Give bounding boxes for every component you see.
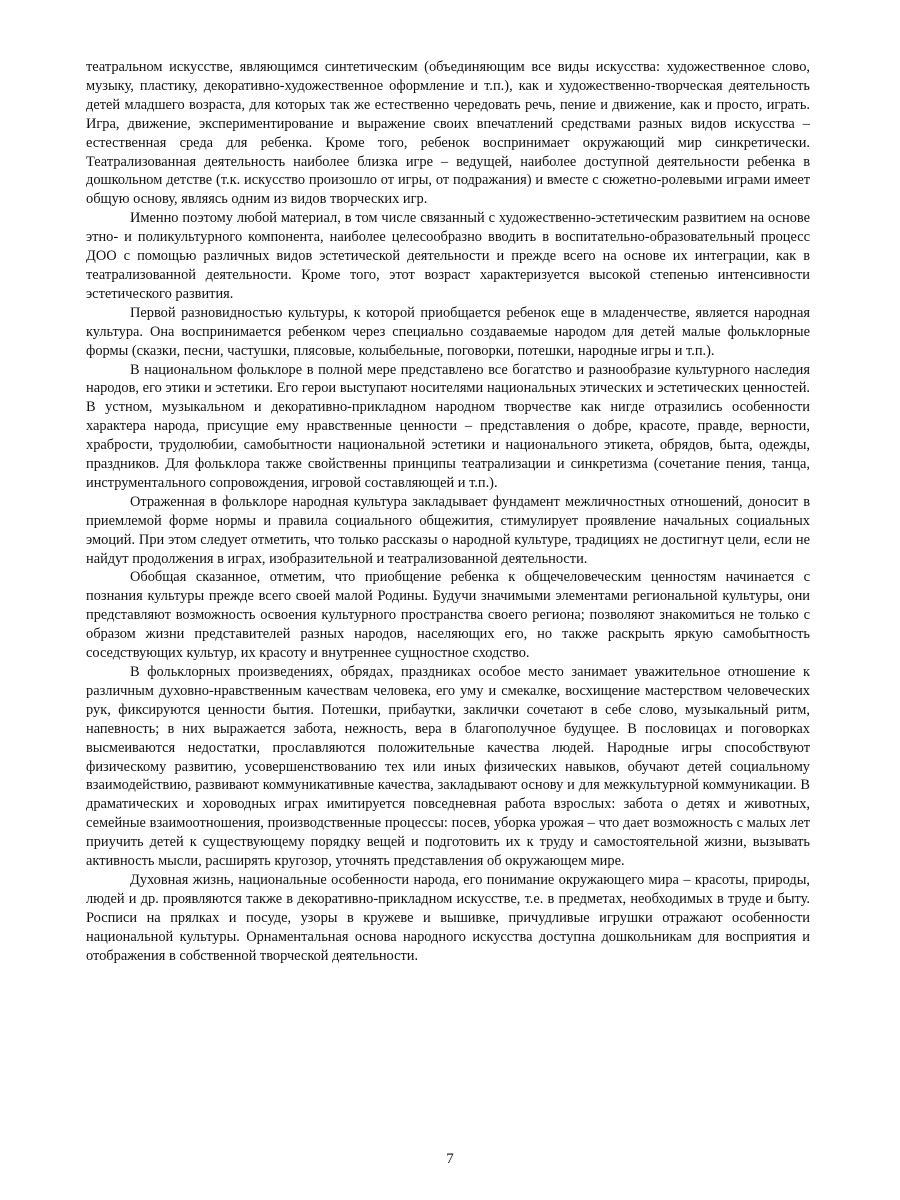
paragraph: В фольклорных произведениях, обрядах, праздниках особое место занимает уважительное отношение к различным духовно-нравственным качествам человека, его уму и смекалке, восхищение мастерством человеческих рук, фиксируются ценности бытия. Потешки, прибаутки, заклички сочетают в себе слово, музыкальный ритм, напевность; в них выражается забота, нежность, вера в благополучное будущее. В пословицах и поговорках высмеиваются недостатки, прославляются положительные качества людей. Народные игры способствуют физическому развитию, усовершенствованию тех или иных физических навыков, обучают детей социальному взаимодействию, развивают коммуникативные качества, закладывают основу и для межкультурной коммуникации. В драматических и хороводных играх имитируется повседневная работа взрослых: забота о детях и животных, семейные взаимоотношения, производственные процессы: посев, уборка урожая – что дает возможность с малых лет приучить детей к существующему порядку вещей и подготовить их к труду и самостоятельной жизни, вызывать активность мысли, расширять кругозор, уточнять представления об окружающем мире. [86,664,810,870]
paragraph: Отраженная в фольклоре народная культура закладывает фундамент межличностных отношений, доносит в приемлемой форме нормы и правила социального общежития, стимулирует проявление начальных социальных эмоций. При этом следует отметить, что только рассказы о народной культуре, традициях не достигнут цели, если не найдут продолжения в играх, изобразительной и театрализованной деятельности. [86,493,810,567]
paragraph: Духовная жизнь, национальные особенности народа, его понимание окружающего мира – красоты, природы, людей и др. проявляются также в декоративно-прикладном искусстве, т.е. в предметах, необходимых в труде и быту. Росписи на прялках и посуде, узоры в кружеве и вышивке, причудливые игрушки отражают особенности национальной культуры. Орнаментальная основа народного искусства доступна дошкольникам для восприятия и отображения в собственной творческой деятельности. [86,871,810,964]
paragraph: Первой разновидностью культуры, к которой приобщается ребенок еще в младенчестве, является народная культура. Она воспринимается ребенком через специально создаваемые народом для детей малые фольклорные формы (сказки, песни, частушки, плясовые, колыбельные, поговорки, потешки, народные игры и т.п.). [86,304,810,359]
page-number: 7 [446,1151,454,1167]
paragraph: В национальном фольклоре в полной мере представлено все богатство и разнообразие культурного наследия народов, его этики и эстетики. Его герои выступают носителями национальных этических и эстетических ценностей. В устном, музыкальном и декоративно-прикладном народном творчестве как нигде отразились особенности характера народа, присущие ему нравственные ценности – представления о добре, красоте, правде, верности, храбрости, трудолюбии, самобытности национальной эстетики и национального этикета, обрядов, быта, одежды, праздников. Для фольклора также свойственны принципы театрализации и синкретизма (сочетание пения, танца, инструментального сопровождения, игровой составляющей и т.п.). [86,361,810,491]
document-body [86,58,810,966]
paragraph: Обобщая сказанное, отметим, что приобщение ребенка к общечеловеческим ценностям начинается с познания культуры прежде всего своей малой Родины. Будучи значимыми элементами региональной культуры, они представляют возможность освоения культурного пространства своего региона; позволяют знакомиться не только с образом жизни представителей разных народов, населяющих его, но также раскрыть яркую самобытность соседствующих культур, их красоту и внутреннее сущностное сходство. [86,569,810,662]
paragraph-continuation: театральном искусстве, являющимся синтетическим (объединяющим все виды искусства: художественное слово, музыку, пластику, декоративно-художественное оформление и т.п.), как и художественно-творческая деятельность детей младшего возраста, для которых так же естественно чередовать речь, пение и движение, как и просто, играть. Игра, движение, экспериментирование и выражение своих впечатлений средствами разных видов искусства – естественная среда для ребенка. Кроме того, ребенок воспринимает окружающий мир синкретически. Театрализованная деятельность наиболее близка игре – ведущей, наиболее доступной деятельности ребенка в дошкольном детстве (т.к. искусство произошло от игры, от подражания) и вместе с сюжетно-ролевыми играми имеет общую основу, являясь одним из видов творческих игр. [86,59,810,208]
paragraph: Именно поэтому любой материал, в том числе связанный с художественно-эстетическим развитием на основе этно- и поликультурного компонента, наиболее целесообразно вводить в воспитательно-образовательный процесс ДОО с помощью различных видов эстетической деятельности и прежде всего на основе их интеграции, как в театрализованной деятельности. Кроме того, этот возраст характеризуется высокой степенью интенсивности эстетического развития. [86,210,810,302]
